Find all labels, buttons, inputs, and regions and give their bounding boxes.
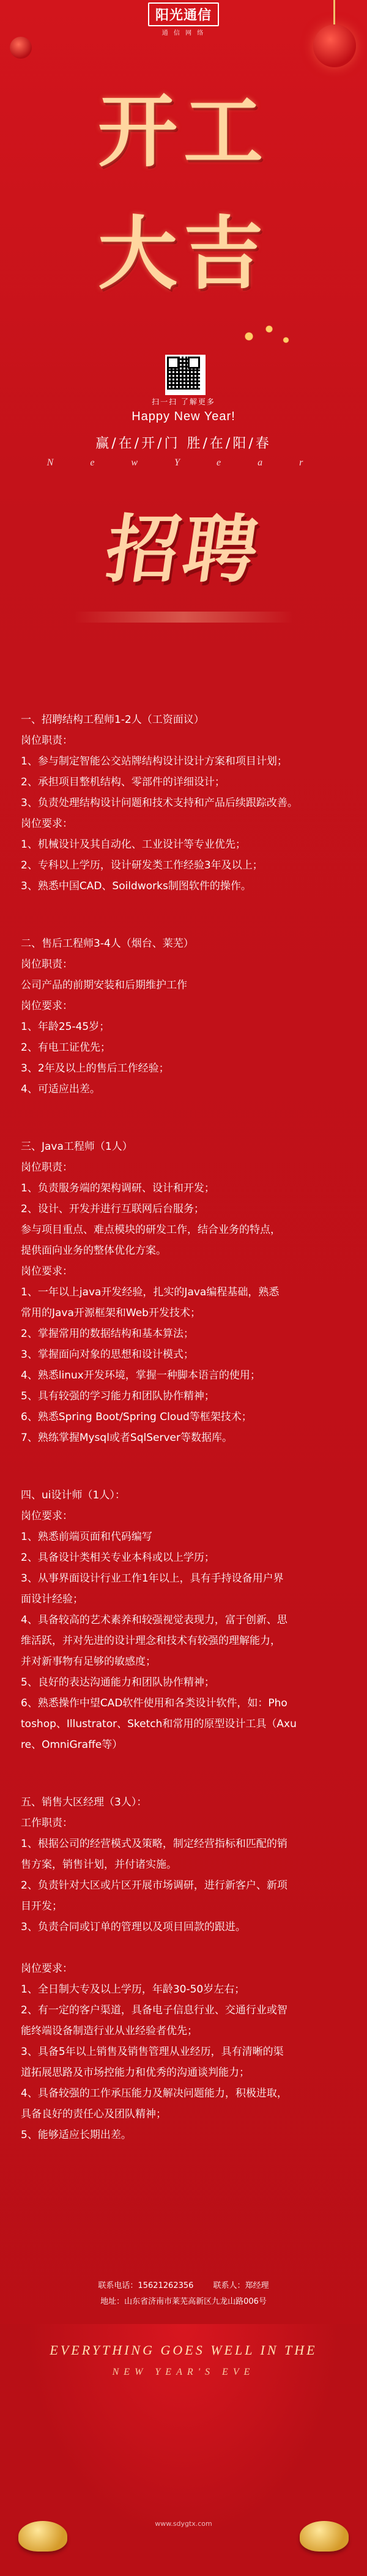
job-section-line: 1、机械设计及其自动化、工业设计等专业优先； bbox=[21, 838, 246, 851]
job-section-line: 售方案，销售计划，并付诸实施。 bbox=[21, 1859, 177, 1871]
job-section-line: 4、可适应出差。 bbox=[21, 1083, 100, 1095]
job-section-line: 2、设计、开发并进行互联网后台服务； bbox=[21, 1203, 204, 1215]
job-section bbox=[21, 1136, 351, 1448]
job-section-line: 岗位要求： bbox=[21, 818, 73, 830]
job-section-line: 岗位要求： bbox=[21, 1265, 73, 1278]
job-section-line: 1、熟悉前端页面和代码编写 bbox=[21, 1531, 152, 1543]
contact-address: 地址：山东省济南市莱芜高新区九龙山路006号 bbox=[100, 2297, 267, 2306]
job-section-line: 5、能够适应长期出差。 bbox=[21, 2129, 132, 2141]
job-section-line: 2、专科以上学历，设计研发类工作经验3年及以上； bbox=[21, 859, 263, 872]
job-listings bbox=[21, 709, 351, 2182]
hero-title-line1: 开工 bbox=[97, 84, 269, 178]
header-logo-bar bbox=[0, 0, 367, 37]
job-section-line: 2、负责针对大区或片区开展市场调研，进行新客户、新项 bbox=[21, 1879, 287, 1892]
lantern-icon-small bbox=[10, 37, 32, 59]
job-section-line: 3、从事界面设计行业工作1年以上，具有手持设备用户界 bbox=[21, 1572, 284, 1585]
job-section-line: re、OmniGraffe等） bbox=[21, 1739, 123, 1751]
job-section-line: 岗位要求： bbox=[21, 1963, 73, 1975]
qr-code[interactable] bbox=[165, 355, 206, 395]
job-section-line: 4、熟悉linux开发环境，掌握一种脚本语言的使用； bbox=[21, 1369, 261, 1382]
job-section-line: 维活跃，并对先进的设计理念和技术有较强的理解能力， bbox=[21, 1635, 281, 1647]
job-section-line: 岗位职责： bbox=[21, 958, 73, 971]
job-section-title: 五、销售大区经理（3人）： bbox=[21, 1796, 147, 1808]
contact-block bbox=[0, 2278, 367, 2310]
job-section-line: 参与项目重点、难点模块的研发工作，结合业务的特点， bbox=[21, 1224, 281, 1236]
job-section-line: 岗位要求： bbox=[21, 1000, 73, 1012]
job-section-line: 1、一年以上java开发经验，扎实的Java编程基础，熟悉 bbox=[21, 1286, 280, 1298]
job-section bbox=[21, 1485, 351, 1755]
job-section-line: 3、负责合同或订单的管理以及项目回款的跟进。 bbox=[21, 1921, 246, 1933]
job-section-line: 2、承担项目整机结构、零部件的详细设计； bbox=[21, 776, 225, 788]
job-section-line: 常用的Java开源框架和Web开发技术； bbox=[21, 1307, 201, 1319]
job-section-line: 6、熟悉Spring Boot/Spring Cloud等框架技术； bbox=[21, 1411, 252, 1423]
job-section-line: 2、有电工证优先； bbox=[21, 1042, 111, 1054]
bottom-subtitle: NEW YEAR'S EVE bbox=[112, 2367, 255, 2377]
job-section-line: 1、负责服务端的架构调研、设计和开发； bbox=[21, 1182, 215, 1194]
company-logo: 阳光通信 bbox=[148, 2, 219, 26]
job-section-line: 提供面向业务的整体优化方案。 bbox=[21, 1245, 166, 1257]
slogan-text: 赢/在/开/门 胜/在/阳/春 bbox=[95, 436, 272, 451]
job-section-line: 5、具有较强的学习能力和团队协作精神； bbox=[21, 1390, 215, 1402]
job-section-line: 目开发； bbox=[21, 1900, 62, 1912]
company-logo-sub: 通 信 网 络 bbox=[161, 30, 206, 37]
job-section-line: 公司产品的前期安装和后期维护工作 bbox=[21, 979, 187, 991]
job-section bbox=[21, 709, 351, 897]
bottom-title: EVERYTHING GOES WELL IN THE bbox=[50, 2342, 317, 2358]
job-section-line: 5、良好的表达沟通能力和团队协作精神； bbox=[21, 1676, 215, 1689]
job-section-title: 二、售后工程师3-4人（烟台、莱芜） bbox=[21, 938, 194, 950]
job-section-line: 具备良好的责任心及团队精神； bbox=[21, 2108, 166, 2120]
qr-code-pattern bbox=[167, 357, 200, 390]
job-section-title: 三、Java工程师（1人） bbox=[21, 1141, 133, 1153]
bottom-decoration bbox=[0, 2324, 367, 2576]
job-section-line: 3、掌握面向对象的思想和设计模式； bbox=[21, 1349, 194, 1361]
job-section-line: 2、掌握常用的数据结构和基本算法； bbox=[21, 1328, 194, 1340]
job-section-line: 3、熟悉中国CAD、Soildworks制图软件的操作。 bbox=[21, 880, 251, 892]
job-section-line: 3、负责处理结构设计问题和技术支持和产品后续跟踪改善。 bbox=[21, 797, 298, 809]
job-section-line: 7、熟练掌握Mysql或者SqlServer等数据库。 bbox=[21, 1432, 232, 1444]
job-section-line: toshop、Illustrator、Sketch和常用的原型设计工具（Axu bbox=[21, 1718, 297, 1730]
job-section bbox=[21, 1792, 351, 2145]
contact-person: 联系人：郑经理 bbox=[213, 2281, 269, 2290]
job-section-title: 一、招聘结构工程师1-2人（工资面议） bbox=[21, 714, 204, 726]
job-section-line: 3、2年及以上的售后工作经验； bbox=[21, 1062, 169, 1075]
job-section-title: 四、ui设计师（1人）： bbox=[21, 1489, 125, 1501]
job-section-line: 2、有一定的客户渠道，具备电子信息行业、交通行业或智 bbox=[21, 2004, 287, 2016]
job-section-line: 1、参与制定智能公交站牌结构设计设计方案和项目计划； bbox=[21, 755, 287, 768]
job-section-line: 1、年龄25-45岁； bbox=[21, 1021, 110, 1033]
job-section-line: 面设计经验； bbox=[21, 1593, 83, 1605]
qr-caption: 扫一扫 了解更多 bbox=[152, 398, 215, 406]
footer-url[interactable]: www.sdygtx.com bbox=[155, 2520, 212, 2528]
job-section-line: 能终端设备制造行业从业经验者优先； bbox=[21, 2025, 198, 2037]
contact-phone[interactable]: 联系电话：15621262356 bbox=[98, 2281, 194, 2290]
job-section bbox=[21, 933, 351, 1100]
job-section-line: 4、具备较高的艺术素养和较强视觉表现力，富于创新、思 bbox=[21, 1614, 287, 1626]
lantern-icon bbox=[313, 24, 356, 67]
job-section-line: 岗位职责： bbox=[21, 735, 73, 747]
job-section-line: 1、根据公司的经营模式及策略，制定经营指标和匹配的销 bbox=[21, 1838, 287, 1850]
job-section-line: 并对新事物有足够的敏感度； bbox=[21, 1656, 156, 1668]
job-section-line: 6、熟悉操作中望CAD软件使用和各类设计软件，如：Pho bbox=[21, 1697, 287, 1709]
recruit-title: 招聘 bbox=[100, 508, 267, 593]
job-section-line bbox=[21, 1938, 351, 1958]
job-section-line: 2、具备设计类相关专业本科或以上学历； bbox=[21, 1552, 215, 1564]
job-section-line: 4、具备较强的工作承压能力及解决问题能力，积极进取， bbox=[21, 2087, 287, 2100]
happy-new-year-text: Happy New Year! bbox=[132, 410, 235, 423]
new-year-spaced-text: N e w Y e a r bbox=[46, 457, 321, 468]
job-section-line: 3、具备5年以上销售及销售管理从业经历，具有清晰的渠 bbox=[21, 2046, 284, 2058]
job-section-line: 岗位要求： bbox=[21, 1510, 73, 1522]
job-section-line: 岗位职责： bbox=[21, 1161, 73, 1174]
job-section-line: 1、全日制大专及以上学历，年龄30-50岁左右； bbox=[21, 1983, 245, 1996]
job-section-line: 工作职责： bbox=[21, 1817, 73, 1829]
hero-title-line2: 大吉 bbox=[97, 207, 269, 300]
plum-blossom-icon bbox=[235, 318, 303, 355]
job-section-line: 道拓展思路及市场控能力和优秀的沟通谈判能力； bbox=[21, 2067, 250, 2079]
